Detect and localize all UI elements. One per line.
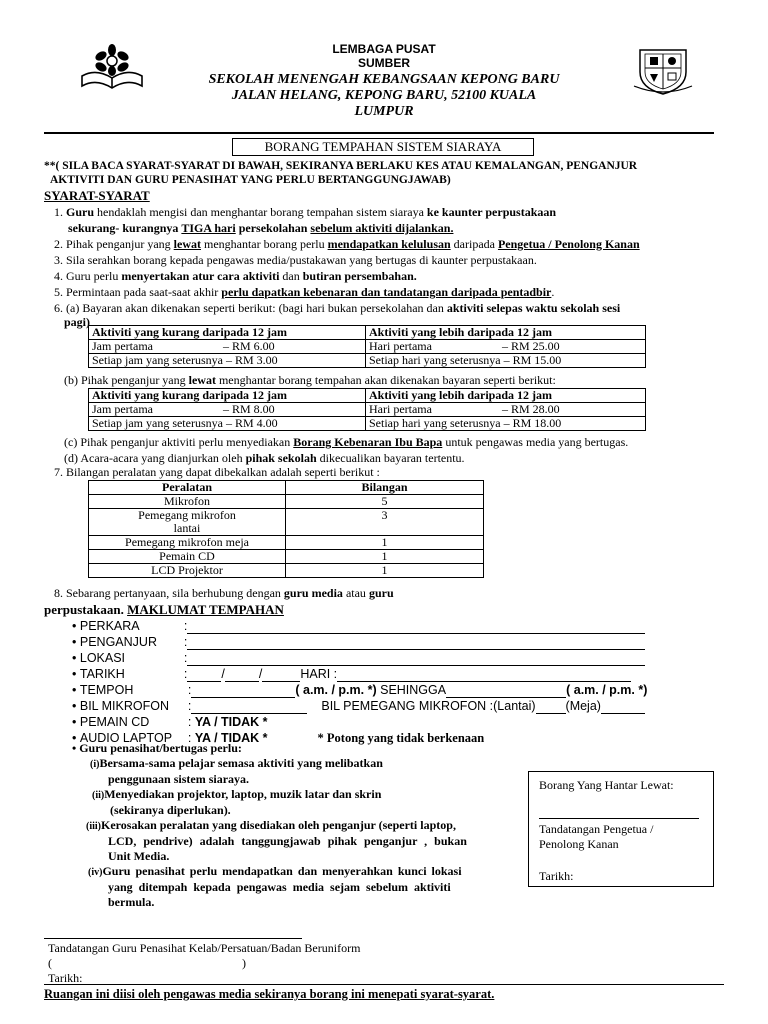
fee-a-header-long: Aktiviti yang lebih daripada 12 jam xyxy=(366,326,646,340)
tarikh-month-input[interactable] xyxy=(225,669,259,682)
bil-mikrofon-input[interactable] xyxy=(191,701,307,714)
tarikh-day-input[interactable] xyxy=(187,669,221,682)
tarikh-year-input[interactable] xyxy=(262,669,300,682)
rule-6a-cont: pagi) xyxy=(64,315,91,329)
audio-laptop-choice[interactable]: YA / TIDAK * xyxy=(194,731,268,745)
tempoh-start-input[interactable] xyxy=(191,685,295,698)
guru-item-i: (i)Bersama-sama pelajar semasa aktiviti yang melibatkan xyxy=(90,756,383,770)
rule-3: 3. Sila serahkan borang kepada pengawas media/pustakawan yang bertugas di kaunter perpustakaan. xyxy=(54,253,537,267)
field-tempoh: • TEMPOH : ( a.m. / p.m. *) SEHINGGA ( a.m. / p.m. *) xyxy=(72,683,648,697)
lokasi-input[interactable] xyxy=(187,653,645,666)
rule-2: 2. Pihak penganjur yang lewat menghantar borang perlu mendapatkan kelulusan daripada Pengetua / Penolong Kanan xyxy=(54,237,640,251)
fee-b-cell: Jam pertama – RM 8.00 xyxy=(89,403,366,417)
rule-6a: 6. (a) Bayaran akan dikenakan seperti berikut: (bagi hari bukan persekolahan dan aktiviti selepas waktu sekolah sesi xyxy=(54,301,621,315)
org-line-1: LEMBAGA PUSAT xyxy=(332,42,436,56)
guru-title: • Guru penasihat/bertugas perlu: xyxy=(72,741,242,755)
rule-6d: (d) Acara-acara yang dianjurkan oleh pihak sekolah dikecualikan bayaran tertentu. xyxy=(64,451,465,465)
hari-input[interactable] xyxy=(337,669,631,682)
field-perkara: • PERKARA : xyxy=(72,618,647,634)
rule-1-cont: sekurang- kurangnya TIGA hari persekolahan sebelum aktiviti dijalankan. xyxy=(68,221,454,235)
fee-a-header-short: Aktiviti yang kurang daripada 12 jam xyxy=(89,326,366,340)
table-row: Mikrofon 5 xyxy=(89,495,484,509)
equipment-header-item: Peralatan xyxy=(89,481,286,495)
field-pemain-cd: • PEMAIN CD : YA / TIDAK * xyxy=(72,715,268,729)
signature-line xyxy=(539,818,699,819)
table-row: Pemegang mikrofon lantai 3 xyxy=(89,509,484,536)
teacher-signature-line xyxy=(44,938,302,939)
fee-table-a xyxy=(88,325,646,368)
form-title: BORANG TEMPAHAN SISTEM SIARAYA xyxy=(232,138,534,156)
guru-item-ii: (ii)Menyediakan projektor, laptop, muzik latar dan skrin xyxy=(92,787,382,801)
rule-7: 7. Bilangan peralatan yang dapat dibekalkan adalah seperti berikut : xyxy=(54,465,380,479)
fee-a-cell: Hari pertama – RM 25.00 xyxy=(366,340,646,354)
teacher-signature-label: Tandatangan Guru Penasihat Kelab/Persatuan/Badan Beruniform xyxy=(48,941,361,955)
fee-b-cell: Setiap jam yang seterusnya – RM 4.00 xyxy=(89,417,366,431)
teacher-date-label: Tarikh: xyxy=(48,971,83,985)
booking-fields xyxy=(72,618,647,746)
perkara-input[interactable] xyxy=(187,621,645,634)
late-submission-box: Borang Yang Hantar Lewat: Tandatangan Pengetua / Penolong Kanan Tarikh: xyxy=(528,771,714,887)
notice-line-2: AKTIVITI DAN GURU PENASIHAT YANG PERLU BERTANGGUNGJAWAB) xyxy=(50,174,451,186)
equipment-table xyxy=(88,480,484,578)
table-row: LCD Projektor 1 xyxy=(89,564,484,578)
fee-b-cell: Setiap hari yang seterusnya – RM 18.00 xyxy=(366,417,646,431)
footer-note: Ruangan ini diisi oleh pengawas media sekiranya borang ini menepati syarat-syarat. xyxy=(44,987,495,1001)
field-lokasi: • LOKASI : xyxy=(72,650,647,666)
field-tarikh: • TARIKH : / / HARI : xyxy=(72,666,647,682)
fee-b-header-long: Aktiviti yang lebih daripada 12 jam xyxy=(366,389,646,403)
syarat-heading: SYARAT-SYARAT xyxy=(44,188,150,203)
notice-line-1: **( SILA BACA SYARAT-SYARAT DI BAWAH, SEKIRANYA BERLAKU KES ATAU KEMALANGAN, PENGANJUR xyxy=(44,160,638,172)
penganjur-input[interactable] xyxy=(187,637,645,650)
field-audio-laptop: • AUDIO LAPTOP : YA / TIDAK * * Potong yang tidak berkenaan xyxy=(72,731,485,745)
rule-8: 8. Sebarang pertanyaan, sila berhubung dengan guru media atau guru xyxy=(54,586,394,600)
fee-a-cell: Setiap jam yang seterusnya – RM 3.00 xyxy=(89,354,366,368)
rule-1: 1. Guru hendaklah mengisi dan menghantar borang tempahan sistem siaraya ke kaunter perpustakaan xyxy=(54,205,557,219)
rules-list xyxy=(54,204,640,329)
field-bil-mikrofon: • BIL MIKROFON : BIL PEMEGANG MIKROFON :(Lantai) (Meja) xyxy=(72,698,647,714)
tempoh-end-input[interactable] xyxy=(446,685,566,698)
guru-item-iii: (iii)Kerosakan peralatan yang disediakan oleh penganjur (seperti laptop, xyxy=(86,818,456,832)
field-penganjur: • PENGANJUR : xyxy=(72,634,647,650)
fee-a-cell: Setiap hari yang seterusnya – RM 15.00 xyxy=(366,354,646,368)
school-address-1: JALAN HELANG, KEPONG BARU, 52100 KUALA xyxy=(231,88,537,103)
fee-a-cell: Jam pertama – RM 6.00 xyxy=(89,340,366,354)
potong-note: * Potong yang tidak berkenaan xyxy=(317,731,485,745)
org-line-2: SUMBER xyxy=(357,56,410,70)
table-row: Pemain CD 1 xyxy=(89,550,484,564)
table-row: Pemegang mikrofon meja 1 xyxy=(89,536,484,550)
pemain-cd-choice[interactable]: YA / TIDAK * xyxy=(194,715,268,729)
footer-divider xyxy=(44,984,724,985)
teacher-name-paren: ( ) xyxy=(48,956,246,970)
school-address-2: LUMPUR xyxy=(354,104,414,119)
school-name: SEKOLAH MENENGAH KEBANGSAAN KEPONG BARU xyxy=(208,72,560,87)
equipment-header-qty: Bilangan xyxy=(286,481,484,495)
header-divider xyxy=(44,132,714,134)
fee-b-header-short: Aktiviti yang kurang daripada 12 jam xyxy=(89,389,366,403)
guru-item-iv: (iv)Guru penasihat perlu mendapatkan dan menyerahkan kunci lokasi xyxy=(88,864,462,878)
rule-6b: (b) Pihak penganjur yang lewat menghantar borang tempahan akan dikenakan bayaran seperti berikut: xyxy=(64,373,556,387)
rule-8-cont: perpustakaan. MAKLUMAT TEMPAHAN xyxy=(44,602,284,617)
guru-duties: • Guru penasihat/bertugas perlu: (i)Bersama-sama pelajar semasa aktiviti yang melibatkan penggunaan sistem siaraya. (ii)Menyediakan projektor, laptop, muzik latar dan skrin (sekiranya diperlukan). (iii)Kerosakan peralatan yang disediakan oleh penganjur (seperti laptop, LCD, pendrive) adalah tanggungjawab pihak penganjur , bukan Unit Media. (iv)Guru penasihat perlu mendapatkan dan menyerahkan kunci lokasi yang ditempah kepada pengawas media sejam sebelum aktiviti bermula. xyxy=(72,741,512,910)
pemegang-lantai-input[interactable] xyxy=(536,701,566,714)
pemegang-meja-input[interactable] xyxy=(601,701,645,714)
fee-b-cell: Hari pertama – RM 28.00 xyxy=(366,403,646,417)
rule-5: 5. Permintaan pada saat-saat akhir perlu dapatkan kebenaran dan tandatangan daripada pentadbir. xyxy=(54,285,555,299)
fee-table-b xyxy=(88,388,646,431)
rule-4: 4. Guru perlu menyertakan atur cara aktiviti dan butiran persembahan. xyxy=(54,269,417,283)
rule-6c: (c) Pihak penganjur aktiviti perlu menyediakan Borang Kebenaran Ibu Bapa untuk pengawas media yang bertugas. xyxy=(64,435,629,449)
